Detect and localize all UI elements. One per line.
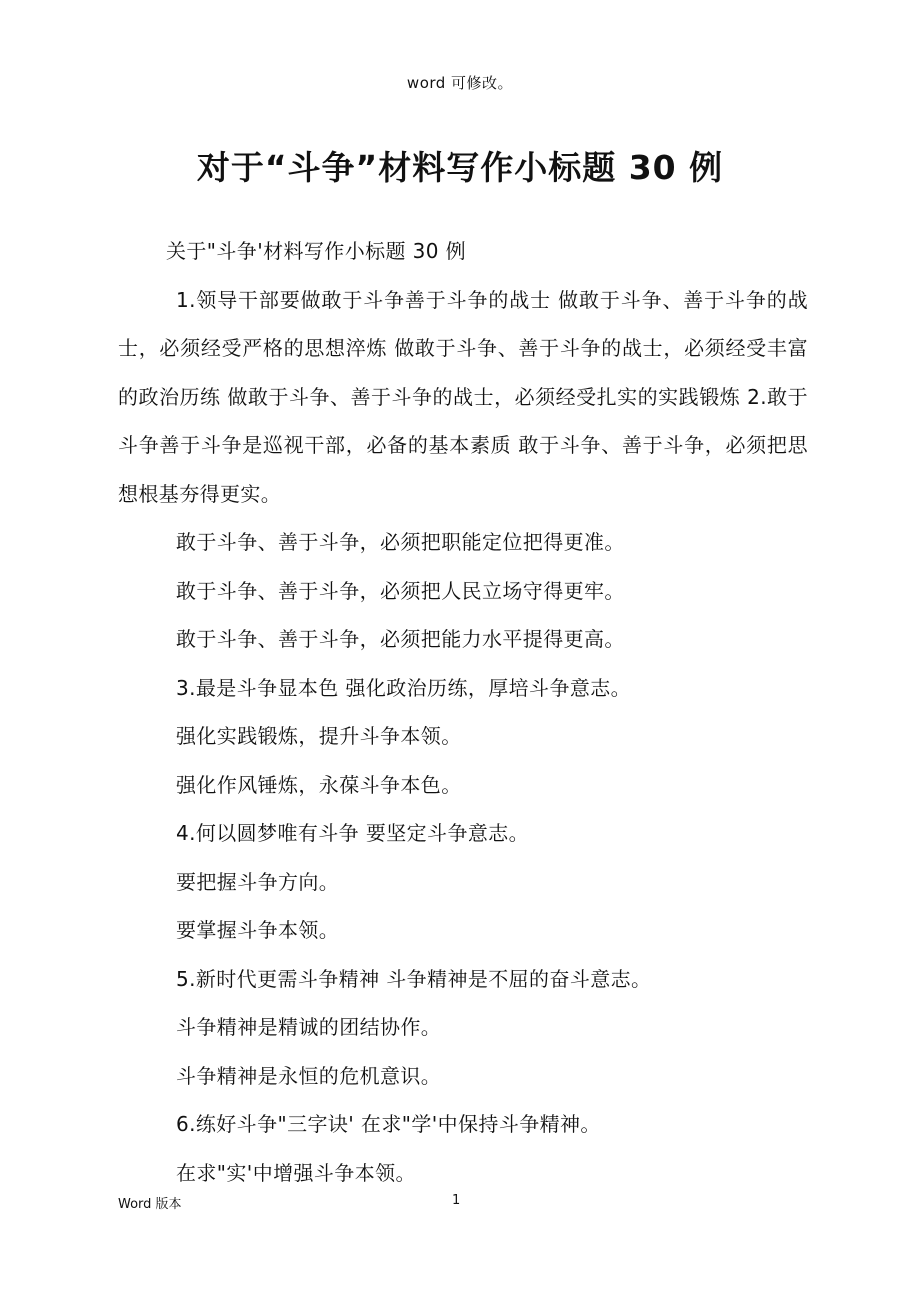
body-paragraph: 在求"实'中增强斗争本领。 — [176, 1160, 416, 1185]
body-paragraph: 敢于斗争、善于斗争，必须把职能定位把得更准。 — [176, 530, 625, 554]
body-paragraph: 强化作风锤炼，永葆斗争本色。 — [176, 772, 462, 797]
header-note: word 可修改。 — [406, 74, 514, 92]
body-paragraph: 4.何以圆梦唯有斗争 要坚定斗争意志。 — [176, 821, 530, 845]
page-number: 1 — [452, 1193, 461, 1208]
body-paragraph: 5.新时代更需斗争精神 斗争精神是不屈的奋斗意志。 — [176, 966, 652, 991]
body-paragraph: 敢于斗争、善于斗争，必须把人民立场守得更牢。 — [176, 578, 625, 603]
document-body — [118, 227, 808, 1197]
body-paragraph: 要把握斗争方向。 — [176, 869, 340, 894]
body-paragraph: 要掌握斗争本领。 — [176, 918, 340, 942]
subtitle-paragraph: 关于"斗争'材料写作小标题 30 例 — [166, 239, 467, 263]
body-paragraph: 敢于斗争、善于斗争，必须把能力水平提得更高。 — [176, 627, 625, 651]
body-paragraph: 3.最是斗争显本色 强化政治历练，厚培斗争意志。 — [176, 675, 632, 700]
body-paragraph: 斗争精神是永恒的危机意识。 — [176, 1063, 442, 1088]
body-paragraph: 斗争精神是精诚的团结协作。 — [176, 1015, 442, 1039]
body-paragraph: 强化实践锻炼，提升斗争本领。 — [176, 724, 462, 748]
document-title: 对于“斗争”材料写作小标题 30 例 — [196, 148, 724, 187]
footer-label: Word 版本 — [118, 1197, 182, 1212]
body-paragraph: 6.练好斗争"三字诀' 在求"学'中保持斗争精神。 — [176, 1112, 601, 1136]
body-paragraph: 1.领导干部要做敢于斗争善于斗争的战士 做敢于斗争、善于斗争的战士，必须经受严格的思想淬炼 做敢于斗争、善于斗争的战士，必须经受丰富的政治历练 做敢于斗争、善于斗争的战士，必须经受扎实的实践锻炼 2.敢于斗争善于斗争是巡视干部，必备的基本素质 敢于斗争、善于斗争，必须把思想根基夯得更实。 — [118, 287, 808, 506]
